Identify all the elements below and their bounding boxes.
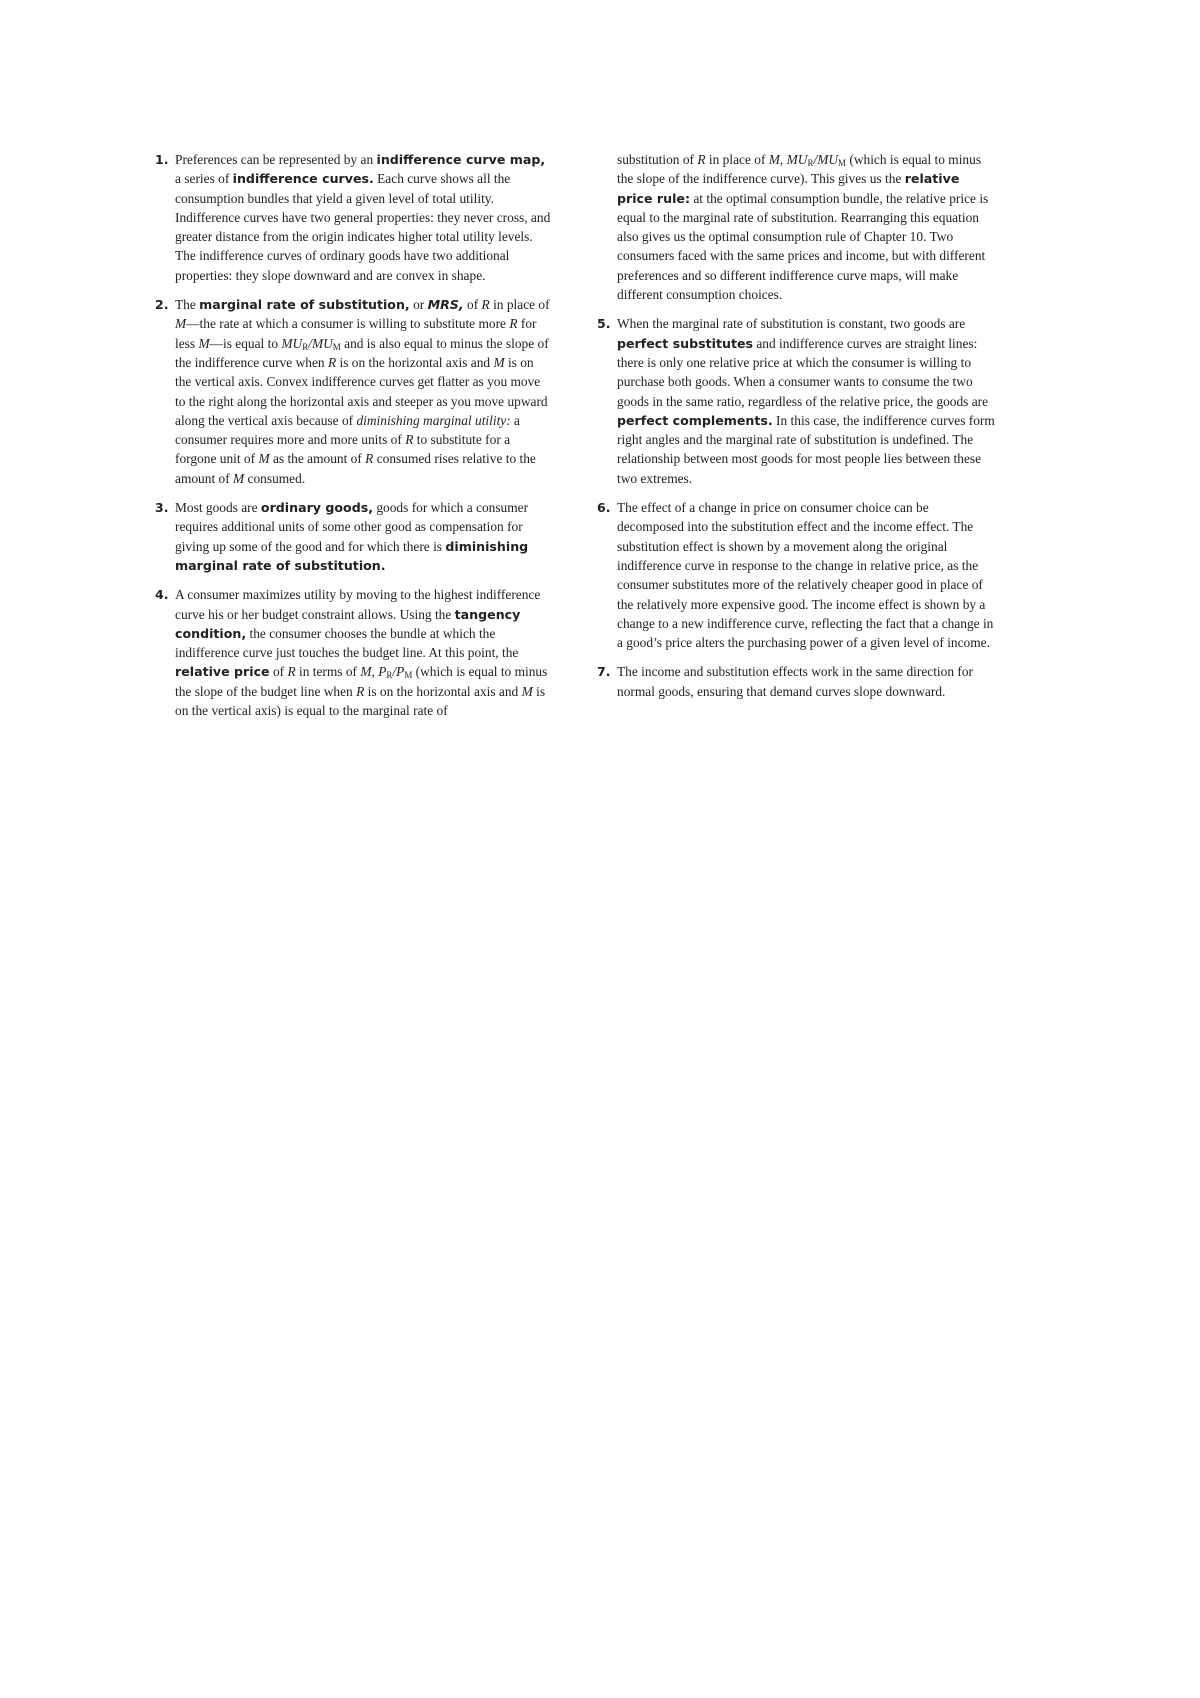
subscript: M: [404, 670, 413, 681]
text-run: in place of: [489, 297, 550, 313]
text-run: (which is equal to minus the slope of the budget line when: [175, 664, 548, 699]
bold-term: diminishing marginal rate of substitution.: [175, 538, 529, 573]
subscript: M: [332, 341, 341, 352]
summary-item: [597, 662, 995, 701]
summary-item: [155, 585, 553, 720]
italic-run: M, P: [360, 664, 387, 680]
bold-term: marginal rate of substitution,: [199, 297, 410, 313]
text-run: In this case, the indifference curves form right angles and the marginal rate of substitution is undefined. The relationship between most goods for most people lies between these two extremes.: [617, 412, 995, 486]
bold-term: ordinary goods,: [260, 500, 373, 516]
subscript: R: [807, 158, 814, 168]
text-run: for less: [175, 316, 537, 351]
text-run: The income and substitution effects work in the same direction for normal goods, ensuring that demand curves slope downward.: [617, 664, 973, 699]
italic-run: /MU: [308, 335, 333, 351]
text-run: —is equal to: [209, 335, 282, 351]
bold-term: perfect complements.: [617, 412, 773, 428]
item-text: [175, 150, 553, 285]
italic-run: R: [405, 432, 414, 448]
italic-run: R: [697, 152, 706, 167]
text-run: Most goods are: [175, 500, 261, 516]
text-run: Preferences can be represented by an: [175, 152, 377, 167]
italic-run: MU: [281, 335, 303, 351]
italic-run: R: [327, 354, 337, 370]
text-run: substitution of: [617, 152, 698, 167]
italic-run: diminishing marginal utility:: [356, 412, 511, 428]
summary-item: [155, 498, 553, 575]
bold-term: indifference curve map,: [376, 152, 546, 167]
italic-run: M: [175, 316, 187, 332]
text-run: The effect of a change in price on consumer choice can be decomposed into the substitution effect and the income effect. The substitution effect is shown by a movement along the original indifference curve in response to the change in relative price, as the consumer substitutes more of the relatively cheaper good in place of the relatively more expensive good. The income effect is shown by a change to a new indifference curve, reflecting the fact that a change in a good’s price alters the purchasing power of a given level of income.: [617, 500, 994, 651]
item-text: [617, 150, 995, 304]
subscript: R: [302, 341, 309, 352]
italic-run: M, MU: [768, 152, 808, 167]
summary-item-continued: [597, 150, 995, 304]
text-run: is on the horizontal axis and: [336, 354, 494, 370]
text-run: is on the vertical axis) is equal to the marginal rate of: [175, 683, 546, 719]
item-text: [617, 662, 995, 701]
summary-item: [155, 295, 553, 488]
text-run: and indifference curves are straight lines: there is only one relative price at which the consumer is willing to purchase both goods. When a consumer wants to consume the two goods in the same ratio, regardless of the relative price, the goods are: [617, 335, 989, 409]
item-number: 7.: [597, 664, 611, 680]
text-run: When the marginal rate of substitution is constant, two goods are: [617, 316, 966, 332]
item-text: [175, 585, 553, 720]
item-number: 3.: [155, 500, 169, 516]
item-number: 1.: [155, 152, 169, 167]
italic-run: M: [233, 470, 245, 486]
right-column: [597, 150, 995, 711]
text-run: of: [463, 297, 482, 313]
item-text: [617, 498, 995, 652]
text-run: as the amount of: [269, 451, 366, 467]
italic-run: R: [287, 664, 296, 680]
text-run: and is also equal to minus the slope of the indifference curve when: [175, 335, 549, 370]
summary-item: [597, 498, 995, 652]
subscript: M: [838, 158, 847, 168]
text-run: in place of: [705, 152, 769, 167]
bold-term: relative price rule:: [617, 171, 960, 206]
bold-term: perfect substitutes: [617, 335, 754, 351]
text-run: is on the horizontal axis and: [364, 683, 522, 699]
text-run: Each curve shows all the consumption bundles that yield a given level of total utility. Indifference curves have two general properties: they never cross, and greater distance from the origin indicates higher total utility levels. The indifference curves of ordinary goods have two additional properties: they slope downward and are convex in shape.: [175, 171, 551, 283]
item-text: [617, 314, 995, 488]
item-number: 4.: [155, 587, 169, 603]
bold-term: indifference curves.: [232, 171, 374, 187]
text-run: The: [175, 297, 200, 313]
text-run: goods for which a consumer requires additional units of some other good as compensation for giving up some of the good and for which there is: [175, 500, 529, 554]
italic-run: M: [198, 335, 210, 351]
italic-run: R: [356, 683, 365, 699]
item-number: 5.: [597, 316, 611, 332]
italic-run: /MU: [813, 152, 839, 167]
text-run: consumed.: [244, 470, 306, 486]
text-run: a consumer requires more and more units of: [175, 412, 520, 448]
italic-run: /P: [392, 664, 405, 680]
text-run: at the optimal consumption bundle, the relative price is equal to the marginal rate of substitution. Rearranging this equation also gives us the optimal consumption rule of Chapter 10. Two consumers faced with the same prices and income, but with different preferences and so different indifference curve maps, will make different consumption choices.: [617, 190, 989, 303]
italic-run: R: [509, 316, 518, 332]
text-run: (which is equal to minus the slope of the indifference curve). This gives us the: [617, 152, 982, 187]
summary-item: [155, 150, 553, 285]
text-run: or: [409, 297, 428, 313]
left-column: [155, 150, 553, 730]
item-text: [175, 498, 553, 575]
text-run: —the rate at which a consumer is willing to substitute more: [186, 316, 510, 332]
subscript: R: [386, 670, 393, 681]
bold-term: tangency condition,: [175, 606, 521, 641]
bold-term: relative price: [175, 664, 270, 680]
item-number: 6.: [597, 500, 611, 516]
text-run: the consumer chooses the bundle at which the indifference curve just touches the budget line. At this point, the: [175, 625, 519, 661]
italic-run: R: [481, 297, 490, 313]
text-run: A consumer maximizes utility by moving to the highest indifference curve his or her budget constraint allows. Using the: [175, 587, 541, 622]
bold-italic-term: MRS,: [427, 297, 464, 313]
text-run: a series of: [175, 171, 233, 187]
item-number: 2.: [155, 297, 169, 313]
text-run: consumed rises relative to the amount of: [175, 451, 536, 486]
italic-run: M: [258, 451, 270, 467]
text-run: to substitute for a forgone unit of: [175, 432, 511, 467]
text-run: of: [269, 664, 288, 680]
italic-run: R: [365, 451, 374, 467]
italic-run: M: [493, 354, 505, 370]
italic-run: M: [521, 683, 533, 699]
text-run: in terms of: [295, 664, 361, 680]
text-run: is on the vertical axis. Convex indifference curves get flatter as you move to the right along the horizontal axis and steeper as you move upward along the vertical axis because of: [175, 354, 548, 428]
summary-item: [597, 314, 995, 488]
item-text: [175, 295, 553, 488]
